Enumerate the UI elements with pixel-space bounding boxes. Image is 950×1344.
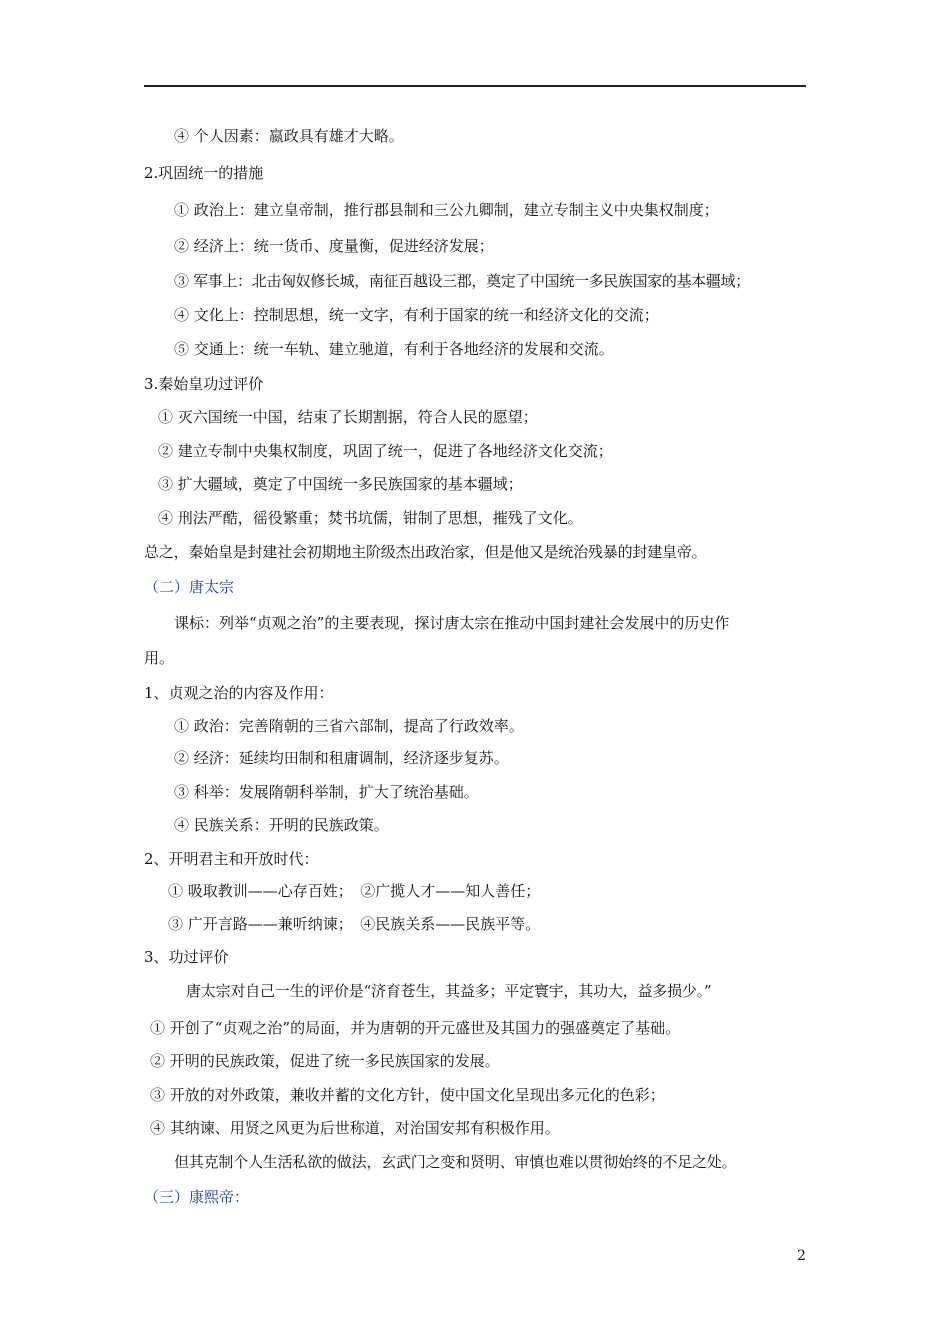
text-line: 用。 bbox=[144, 649, 175, 667]
text-line: 但其克制个人生活私欲的做法，玄武门之变和贤明、审慎也难以贯彻始终的不足之处。 bbox=[174, 1153, 737, 1171]
text-line: ① 吸取教训——心存百姓； ②广揽人才——知人善任； bbox=[168, 882, 541, 900]
text-line: ① 灭六国统一中国，结束了长期割据，符合人民的愿望； bbox=[158, 408, 538, 426]
text-line: ③ 军事上：北击匈奴修长城，南征百越设三郡，奠定了中国统一多民族国家的基本疆域； bbox=[174, 272, 750, 290]
text-line: 唐太宗对自己一生的评价是“济育苍生，其益多；平定寰宇，其功大，益多损少。” bbox=[186, 982, 712, 1000]
section-heading: 2.巩固统一的措施 bbox=[144, 164, 264, 182]
text-line: ① 政治：完善隋朝的三省六部制，提高了行政效率。 bbox=[174, 717, 524, 735]
text-line: ④ 民族关系：开明的民族政策。 bbox=[174, 816, 389, 834]
page-number: 2 bbox=[797, 1248, 806, 1264]
text-line: ② 建立专制中央集权制度，巩固了统一，促进了各地经济文化交流； bbox=[158, 442, 613, 460]
header-rule bbox=[144, 85, 806, 87]
text-line: ④ 其纳谏、用贤之风更为后世称道，对治国安邦有积极作用。 bbox=[150, 1119, 560, 1137]
text-line: ③ 扩大疆域，奠定了中国统一多民族国家的基本疆域； bbox=[158, 475, 523, 493]
text-line: ③ 广开言路——兼听纳谏； ④民族关系——民族平等。 bbox=[168, 915, 541, 933]
text-line: ② 经济上：统一货币、度量衡，促进经济发展； bbox=[174, 237, 494, 255]
text-line: ② 经济：延续均田制和租庸调制，经济逐步复苏。 bbox=[174, 749, 509, 767]
text-line: ④ 个人因素：嬴政具有雄才大略。 bbox=[174, 127, 404, 145]
text-line: ③ 科举：发展隋朝科举制，扩大了统治基础。 bbox=[174, 783, 479, 801]
section-heading: 3、功过评价 bbox=[144, 948, 229, 966]
text-line: ④ 刑法严酷，徭役繁重；焚书坑儒，钳制了思想，摧残了文化。 bbox=[158, 509, 583, 527]
section-heading: 3.秦始皇功过评价 bbox=[144, 375, 264, 393]
text-line: ① 开创了“贞观之治”的局面，并为唐朝的开元盛世及其国力的强盛奠定了基础。 bbox=[150, 1019, 681, 1037]
text-line: ② 开明的民族政策，促进了统一多民族国家的发展。 bbox=[150, 1052, 500, 1070]
text-line: ① 政治上：建立皇帝制，推行郡县制和三公九卿制，建立专制主义中央集权制度； bbox=[174, 201, 719, 219]
subsection-heading-kangxi: （三）康熙帝： bbox=[144, 1188, 250, 1206]
subsection-heading-tang-taizong: （二）唐太宗 bbox=[144, 578, 235, 596]
text-line: ④ 文化上：控制思想，统一文字，有利于国家的统一和经济文化的交流； bbox=[174, 306, 659, 324]
text-line: ③ 开放的对外政策，兼收并蓄的文化方针，使中国文化呈现出多元化的色彩； bbox=[150, 1086, 665, 1104]
text-line: 课标：列举“贞观之治”的主要表现，探讨唐太宗在推动中国封建社会发展中的历史作 bbox=[174, 614, 730, 632]
text-line: 总之，秦始皇是封建社会初期地主阶级杰出政治家，但是他又是统治残暴的封建皇帝。 bbox=[144, 543, 707, 561]
section-heading: 2、开明君主和开放时代： bbox=[144, 850, 319, 868]
text-line: ⑤ 交通上：统一车轨、建立驰道，有利于各地经济的发展和交流。 bbox=[174, 340, 614, 358]
section-heading: 1、贞观之治的内容及作用： bbox=[144, 684, 334, 702]
